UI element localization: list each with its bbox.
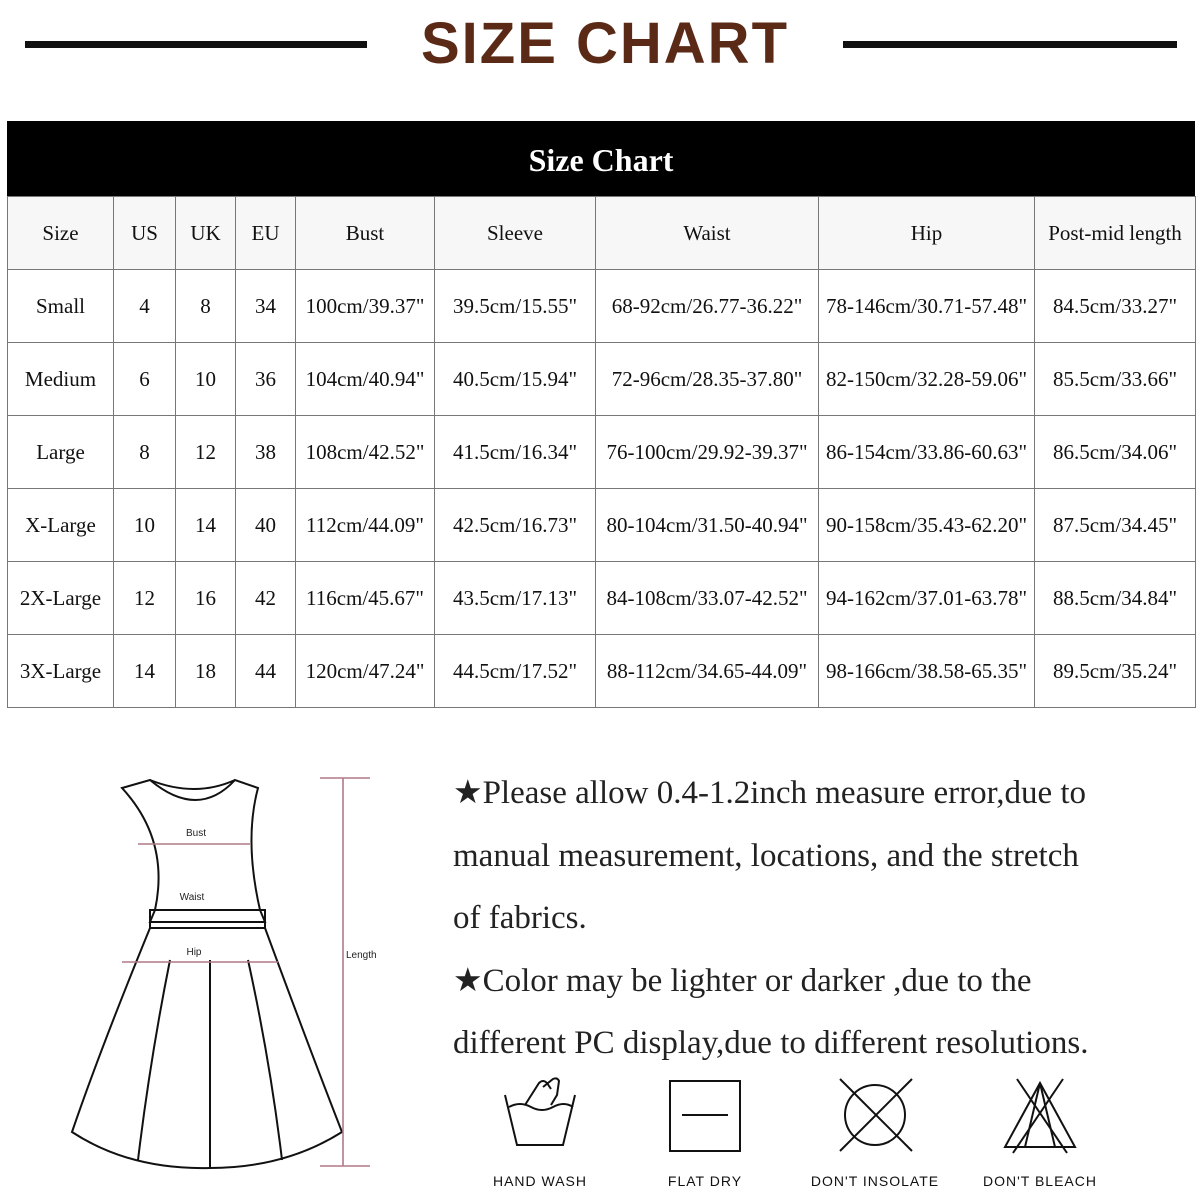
hand-wash-icon [495, 1075, 585, 1155]
table-row [8, 635, 1196, 708]
care-item-dont-insolate [805, 1075, 945, 1189]
table-cell: 44 [236, 635, 296, 708]
column-header: UK [176, 197, 236, 270]
table-cell: 104cm/40.94" [296, 343, 435, 416]
note-line: ★Color may be lighter or darker ,due to the [453, 962, 1032, 999]
table-row [8, 416, 1196, 489]
table-cell: 112cm/44.09" [296, 489, 435, 562]
table-header-row [8, 197, 1196, 270]
table-cell: 16 [176, 562, 236, 635]
flat-dry-icon [660, 1075, 750, 1155]
table-cell: 120cm/47.24" [296, 635, 435, 708]
dress-skirt [72, 928, 342, 1168]
table-row [8, 343, 1196, 416]
dress-diagram [60, 760, 400, 1180]
table-cell: 89.5cm/35.24" [1035, 635, 1196, 708]
column-header: Waist [596, 197, 819, 270]
table-cell: 39.5cm/15.55" [435, 270, 596, 343]
hip-label: Hip [186, 947, 202, 958]
table-cell: 42 [236, 562, 296, 635]
table-cell: Small [8, 270, 114, 343]
care-item-hand-wash [470, 1075, 610, 1189]
table-cell: 98-166cm/38.58-65.35" [819, 635, 1035, 708]
table-title: Size Chart [7, 121, 1195, 196]
care-label: FLAT DRY [667, 1173, 743, 1189]
table-cell: 86.5cm/34.06" [1035, 416, 1196, 489]
table-body [8, 197, 1196, 708]
table-cell: 38 [236, 416, 296, 489]
table-cell: 85.5cm/33.66" [1035, 343, 1196, 416]
waist-label: Waist [179, 892, 205, 903]
table-cell: 80-104cm/31.50-40.94" [596, 489, 819, 562]
table-cell: 41.5cm/16.34" [435, 416, 596, 489]
column-header: Post-mid length [1035, 197, 1196, 270]
table-cell: 18 [176, 635, 236, 708]
length-label: Length [346, 950, 377, 961]
care-label: DON'T INSOLATE [810, 1173, 940, 1189]
table-cell: 10 [176, 343, 236, 416]
table-cell: 12 [176, 416, 236, 489]
table-cell: 88-112cm/34.65-44.09" [596, 635, 819, 708]
column-header: Bust [296, 197, 435, 270]
size-table [7, 196, 1196, 708]
care-label: HAND WASH [492, 1173, 588, 1189]
care-instructions [470, 1075, 1170, 1195]
table-cell: 40.5cm/15.94" [435, 343, 596, 416]
table-cell: 3X-Large [8, 635, 114, 708]
table-cell: 44.5cm/17.52" [435, 635, 596, 708]
table-cell: 4 [114, 270, 176, 343]
column-header: Size [8, 197, 114, 270]
heading-rule-left [25, 41, 367, 48]
table-cell: 12 [114, 562, 176, 635]
column-header: US [114, 197, 176, 270]
table-cell: 82-150cm/32.28-59.06" [819, 343, 1035, 416]
notes [453, 762, 1183, 1075]
table-cell: 78-146cm/30.71-57.48" [819, 270, 1035, 343]
table-cell: 90-158cm/35.43-62.20" [819, 489, 1035, 562]
table-cell: 6 [114, 343, 176, 416]
table-row [8, 562, 1196, 635]
page-title: SIZE CHART [421, 11, 789, 76]
table-cell: 108cm/42.52" [296, 416, 435, 489]
note-line: of fabrics. [453, 900, 587, 936]
table-cell: 100cm/39.37" [296, 270, 435, 343]
table-cell: 10 [114, 489, 176, 562]
table-cell: 86-154cm/33.86-60.63" [819, 416, 1035, 489]
table-cell: 34 [236, 270, 296, 343]
heading-rule-right [843, 41, 1177, 48]
do-not-bleach-icon [995, 1075, 1085, 1155]
dress-neckline [150, 780, 235, 789]
table-cell: 116cm/45.67" [296, 562, 435, 635]
table-cell: 94-162cm/37.01-63.78" [819, 562, 1035, 635]
do-not-tumble-dry-icon [830, 1075, 920, 1155]
column-header: Hip [819, 197, 1035, 270]
table-row [8, 489, 1196, 562]
column-header: EU [236, 197, 296, 270]
table-row [8, 270, 1196, 343]
table-cell: X-Large [8, 489, 114, 562]
table-cell: 40 [236, 489, 296, 562]
table-cell: 72-96cm/28.35-37.80" [596, 343, 819, 416]
dress-outline [72, 780, 342, 1168]
table-cell: 14 [114, 635, 176, 708]
table-cell: 8 [176, 270, 236, 343]
dress-skirt-fold [248, 960, 282, 1160]
note-line: different PC display,due to different resolutions. [453, 1025, 1089, 1061]
table-cell: 2X-Large [8, 562, 114, 635]
table-cell: 84-108cm/33.07-42.52" [596, 562, 819, 635]
dress-waistband [150, 910, 265, 928]
table-cell: 68-92cm/26.77-36.22" [596, 270, 819, 343]
column-header: Sleeve [435, 197, 596, 270]
table-cell: 84.5cm/33.27" [1035, 270, 1196, 343]
table-cell: 87.5cm/34.45" [1035, 489, 1196, 562]
table-cell: 14 [176, 489, 236, 562]
table-cell: 76-100cm/29.92-39.37" [596, 416, 819, 489]
size-table-container [7, 121, 1195, 708]
heading-row [0, 0, 1200, 95]
table-cell: 8 [114, 416, 176, 489]
care-item-flat-dry [635, 1075, 775, 1189]
care-item-dont-bleach [970, 1075, 1110, 1189]
note-line: manual measurement, locations, and the stretch [453, 837, 1079, 874]
dress-skirt-fold [138, 960, 170, 1160]
table-cell: 36 [236, 343, 296, 416]
bust-label: Bust [185, 828, 207, 839]
table-cell: 42.5cm/16.73" [435, 489, 596, 562]
table-cell: Medium [8, 343, 114, 416]
table-cell: Large [8, 416, 114, 489]
note-line: ★Please allow 0.4-1.2inch measure error,due to [453, 775, 1087, 811]
table-cell: 43.5cm/17.13" [435, 562, 596, 635]
care-label: DON'T BLEACH [983, 1173, 1097, 1189]
table-cell: 88.5cm/34.84" [1035, 562, 1196, 635]
